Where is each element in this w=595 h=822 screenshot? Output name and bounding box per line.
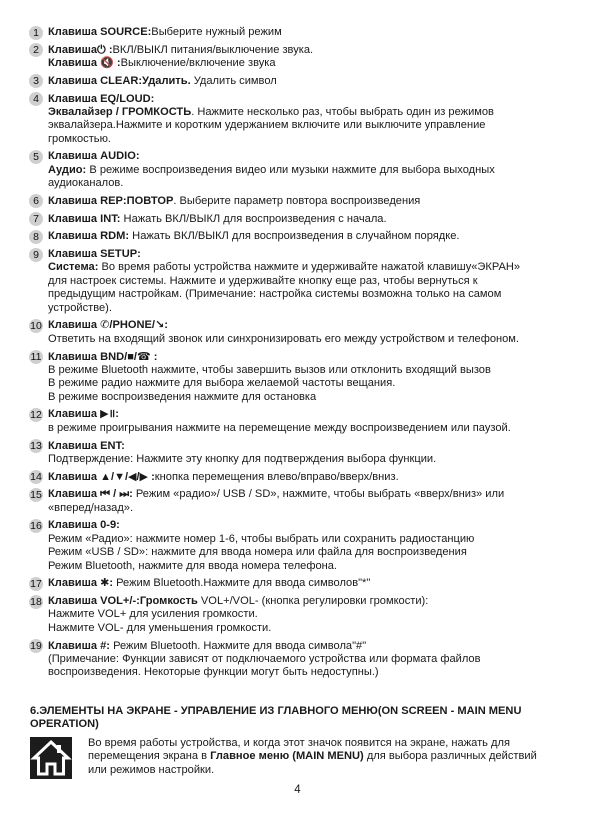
key-item	[30, 75, 570, 88]
body-text: (Примечание: Функции зависят от подключаемого устройства или формата файлов	[48, 653, 481, 665]
item-line	[48, 364, 570, 377]
bold-text: Клавиша CLEAR:Удалить.	[48, 74, 191, 87]
body-text: Режим Bluetooth. Нажмите для ввода символа"#"	[110, 639, 367, 652]
body-text: Ответить на входящий звонок или синхронизировать его между устройством и телефоном.	[48, 332, 520, 345]
item-line	[48, 319, 570, 332]
item-line	[48, 106, 570, 119]
body-text: кнопка перемещения влево/вправо/вверх/вниз.	[154, 470, 399, 483]
mute-icon: 🔇	[100, 57, 114, 70]
body-text: . Выберите параметр повтора воспроизведения	[173, 194, 421, 207]
key-item	[30, 213, 570, 226]
item-line	[48, 595, 570, 608]
body-text: Режим «радио»/ USB / SD», нажмите, чтобы выбрать «вверх/вниз» или	[132, 488, 505, 501]
key-item	[30, 577, 570, 590]
bold-text: :	[113, 57, 121, 70]
item-number-badge: 12	[30, 408, 42, 421]
bold-text: Клавиша	[48, 350, 101, 363]
bold-text: Клавиша	[48, 43, 98, 56]
body-text: громкостью.	[48, 132, 111, 145]
bold-text: :	[105, 43, 113, 56]
item-line	[48, 57, 570, 70]
item-line	[48, 177, 570, 190]
item-line	[48, 248, 570, 261]
body-text: . Нажмите несколько раз, чтобы выбрать один из режимов	[191, 105, 494, 118]
body-text: для настроек системы. Нажмите и удерживайте кнопку еще раз, чтобы вернуться к	[48, 274, 478, 287]
body-text: Режим «USB / SD»: нажмите для ввода номера или файла для воспроизведения	[48, 546, 467, 559]
bold-text: Клавиша SOURCE:	[48, 26, 152, 38]
body-text: В режиме радио нажмите для выбора желаемой частоты вещания.	[48, 377, 396, 390]
bold-text: Клавиша	[48, 408, 101, 421]
bold-text: Клавиша	[48, 470, 101, 483]
bold-text: Клавиша	[48, 319, 101, 332]
item-line	[48, 440, 570, 453]
item-line	[48, 488, 570, 501]
arrow-keys-icon: ▲/▼/◀/▶	[100, 470, 149, 483]
item-number-badge: 13	[30, 440, 42, 453]
item-line	[48, 577, 570, 590]
body-text: В режиме воспроизведения нажмите для остановка	[48, 390, 317, 403]
bold-text: Клавиша #:	[48, 639, 110, 652]
key-item	[30, 351, 570, 405]
body-text: Во время работы устройства, и когда этот значок появится на экране, нажать для	[88, 737, 510, 749]
body-text: воспроизведения. Некоторые функции могут быть недоступны.)	[48, 666, 379, 679]
main-menu-line	[88, 737, 568, 750]
star-icon: ✱	[100, 577, 110, 590]
item-line	[48, 213, 570, 226]
key-item	[30, 93, 570, 147]
item-line	[48, 471, 570, 484]
bold-text: /PHONE/	[109, 319, 155, 332]
bold-text: :	[129, 488, 133, 501]
bold-text: Клавиша RDM:	[48, 230, 130, 243]
hang-up-icon: ☎	[137, 350, 151, 363]
item-line	[48, 119, 570, 132]
item-number-badge: 17	[30, 577, 42, 590]
key-item	[30, 230, 570, 243]
body-text: Выберите нужный режим	[151, 26, 282, 38]
bold-text: :	[164, 319, 168, 332]
key-item	[30, 26, 570, 39]
body-text: ВКЛ/ВЫКЛ питания/выключение звука.	[112, 43, 314, 56]
body-text: Во время работы устройства нажмите и удерживайте нажатой клавишу«ЭКРАН»	[98, 261, 521, 274]
body-text: Нажать ВКЛ/ВЫКЛ для воспроизведения в случайном порядке.	[129, 230, 460, 243]
item-number-badge: 3	[29, 74, 43, 88]
bold-text: :	[150, 350, 158, 363]
item-number-badge: 2	[29, 43, 43, 57]
item-line	[48, 275, 570, 288]
item-line	[48, 608, 570, 621]
key-item	[30, 471, 570, 484]
bold-text: Клавиша	[48, 488, 101, 501]
bold-text: /	[133, 350, 138, 363]
section-heading-line-1: 6.ЭЛЕМЕНТЫ НА ЭКРАНЕ - УПРАВЛЕНИЕ ИЗ ГЛАВНОГО МЕНЮ(ON SCREEN - MAIN MENU	[30, 705, 522, 717]
section-heading	[30, 705, 570, 732]
body-text: перемещения экрана в	[88, 750, 211, 763]
item-line	[48, 333, 570, 346]
body-text: Нажать ВКЛ/ВЫКЛ для воспроизведения с начала.	[120, 212, 387, 225]
item-line	[48, 230, 570, 243]
bold-text: :	[148, 470, 155, 483]
body-text: устройстве).	[48, 301, 112, 314]
body-text: «вперед/назад».	[48, 501, 134, 514]
item-number-badge: 18	[30, 595, 42, 608]
item-line	[48, 653, 570, 666]
item-number-badge: 19	[30, 640, 42, 653]
bold-text: Эквалайзер / ГРОМКОСТЬ	[48, 105, 192, 118]
item-line	[48, 519, 570, 532]
item-line	[48, 640, 570, 653]
item-line	[48, 261, 570, 274]
bold-text: Клавиша EQ/LOUD:	[48, 92, 155, 105]
item-line	[48, 351, 570, 364]
bold-text: Главное меню (MAIN MENU)	[210, 750, 364, 763]
key-item	[30, 519, 570, 573]
main-menu-line	[88, 750, 568, 763]
body-text: Режим «Радио»: нажмите номер 1-6, чтобы выбрать или сохранить радиостанцию	[48, 532, 475, 545]
item-line	[48, 391, 570, 404]
main-menu-line	[88, 764, 568, 777]
item-line	[48, 164, 570, 177]
body-text: в режиме проигрывания нажмите на перемещение между воспроизведением или паузой.	[48, 421, 511, 434]
bold-text: Клавиша	[48, 57, 101, 70]
key-description-list	[30, 26, 570, 684]
key-item	[30, 408, 570, 435]
bold-text: Клавиша	[48, 577, 101, 590]
phone-hook-icon: ↘	[154, 319, 165, 332]
body-text: Режим Bluetooth.Нажмите для ввода символов"*"	[113, 577, 371, 590]
bold-text: Клавиша SETUP:	[48, 248, 141, 261]
item-number-badge: 14	[30, 471, 42, 484]
item-line	[48, 453, 570, 466]
bold-text: Система:	[48, 261, 99, 274]
key-item	[30, 440, 570, 467]
body-text: Режим Bluetooth, нажмите для ввода номера телефона.	[48, 559, 338, 572]
item-line	[48, 93, 570, 106]
key-item	[30, 488, 570, 515]
skip-keys-icon: ⏮ / ⏭	[100, 488, 130, 501]
play-pause-icon: ▶॥	[100, 408, 116, 421]
key-item	[30, 640, 570, 680]
bold-text: BND/	[100, 350, 128, 363]
item-line	[48, 560, 570, 573]
item-number-badge: 1	[29, 26, 43, 40]
body-text: Нажмите VOL+ для усиления громкости.	[48, 608, 258, 621]
body-text: для выбора различных действий	[363, 750, 537, 763]
key-item	[30, 595, 570, 635]
bold-text: Клавиша 0-9:	[48, 519, 120, 532]
bold-text: Клавиша ENT:	[48, 439, 125, 452]
key-item	[30, 150, 570, 190]
item-line	[48, 502, 570, 515]
bold-text: Клавиша INT:	[48, 212, 121, 225]
bold-text: :	[115, 408, 119, 421]
bold-text: Клавиша REP:ПОВТОР	[48, 194, 174, 207]
key-item	[30, 319, 570, 346]
item-line	[48, 377, 570, 390]
body-text: Нажмите VOL- для уменьшения громкости.	[48, 621, 272, 634]
item-number-badge: 15	[30, 488, 42, 501]
body-text: предыдущим настройкам. (Примечание: настройка системы возможна только на самом	[48, 288, 502, 301]
item-line	[48, 150, 570, 163]
body-text: эквалайзера.Нажмите и коротким удержанием включите или выключите управление	[48, 119, 486, 132]
call-answer-icon: ✆	[100, 319, 110, 332]
item-number-badge: 6	[29, 194, 43, 208]
body-text: VOL+/VOL- (кнопка регулировки громкости):	[197, 595, 429, 608]
item-line	[48, 26, 570, 39]
stop-icon: ■	[127, 350, 134, 363]
item-line	[48, 408, 570, 421]
item-number-badge: 9	[29, 248, 43, 262]
main-menu-text	[88, 737, 568, 777]
page-number: 4	[294, 784, 301, 796]
item-number-badge: 8	[29, 230, 43, 244]
bold-text: Клавиша AUDIO:	[48, 150, 140, 163]
power-icon: ⏻	[97, 43, 106, 56]
item-line	[48, 422, 570, 435]
item-line	[48, 75, 570, 88]
item-line	[48, 288, 570, 301]
item-line	[48, 44, 570, 57]
item-line	[48, 666, 570, 679]
item-number-badge: 11	[30, 351, 42, 363]
body-text: В режиме воспроизведения видео или музыки нажмите для выбора выходных	[86, 163, 495, 176]
item-line	[48, 133, 570, 146]
body-text: В режиме Bluetooth нажмите, чтобы завершить вызов или отклонить входящий вызов	[48, 363, 491, 376]
item-line	[48, 195, 570, 208]
bold-text: Аудио:	[48, 163, 87, 176]
item-line	[48, 622, 570, 635]
bold-text: Клавиша VOL+/-:Громкость	[48, 595, 198, 608]
body-text: Удалить символ	[190, 74, 277, 87]
home-icon	[30, 737, 72, 779]
body-text: аудиоканалов.	[48, 177, 124, 190]
item-line	[48, 546, 570, 559]
item-number-badge: 5	[29, 150, 43, 164]
key-item	[30, 248, 570, 315]
item-line	[48, 302, 570, 315]
item-number-badge: 16	[30, 519, 42, 532]
item-number-badge: 10	[30, 319, 42, 332]
item-number-badge: 4	[29, 92, 43, 106]
body-text: или режимов настройки.	[88, 763, 215, 776]
main-menu-note	[30, 737, 570, 781]
section-heading-line-2: OPERATION)	[30, 718, 99, 731]
body-text: Выключение/включение звука	[120, 57, 276, 70]
key-item	[30, 44, 570, 71]
item-number-badge: 7	[29, 212, 43, 226]
body-text: Подтверждение: Нажмите эту кнопку для подтверждения выбора функции.	[48, 452, 437, 465]
key-item	[30, 195, 570, 208]
item-line	[48, 533, 570, 546]
bold-text: :	[109, 577, 114, 590]
